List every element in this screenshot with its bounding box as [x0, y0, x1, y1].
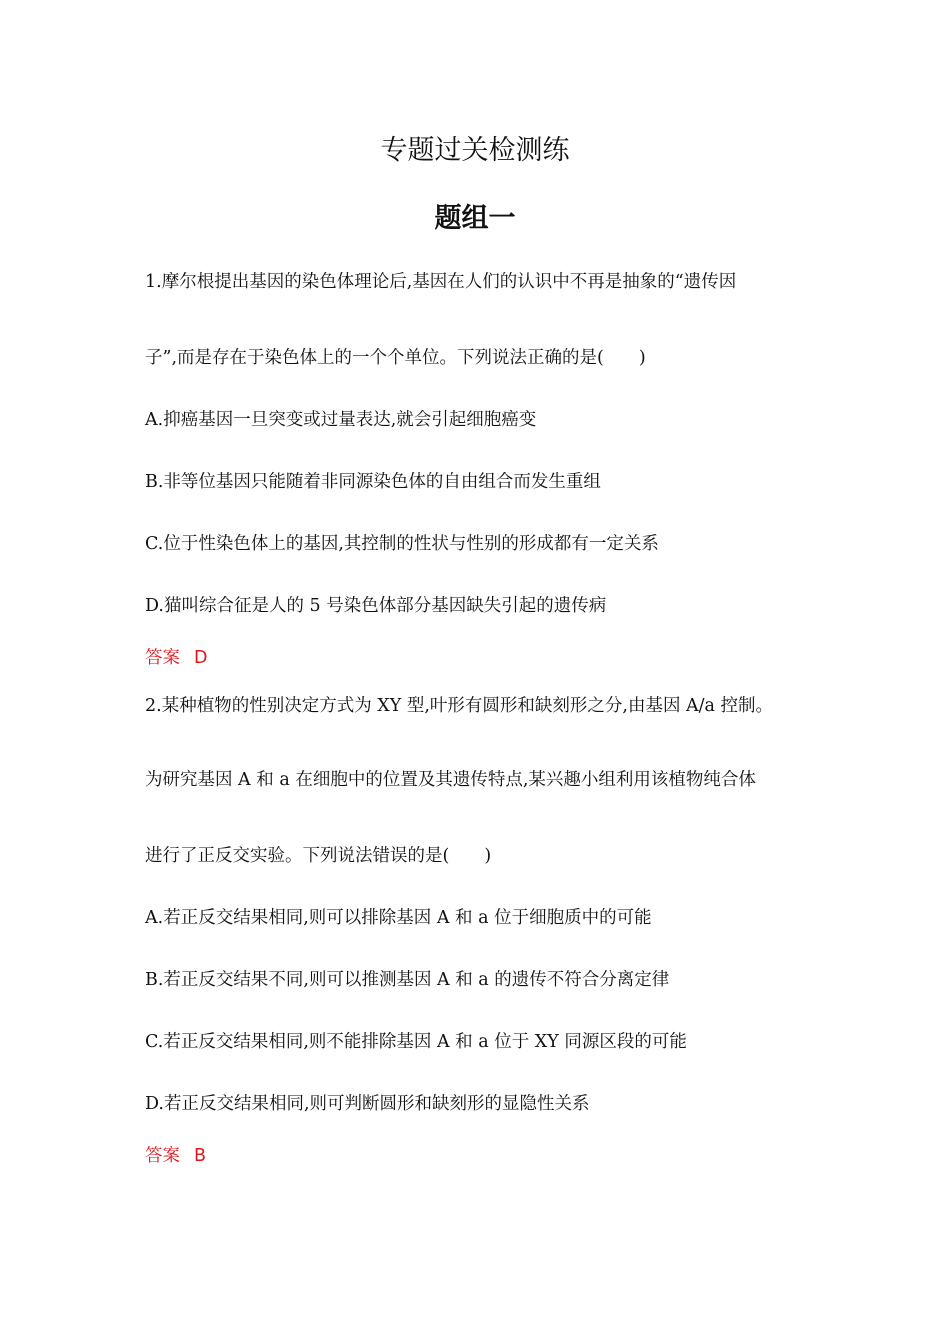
- q1-option-b: B.非等位基因只能随着非同源染色体的自由组合而发生重组: [145, 472, 601, 492]
- q2-answer: [145, 1148, 206, 1166]
- answer-value: D: [194, 648, 208, 668]
- answer-label: 答案: [145, 648, 180, 668]
- section-title: 题组一: [434, 203, 516, 234]
- q1-stem-line-1: 1.摩尔根提出基因的染色体理论后,基因在人们的认识中不再是抽象的“遗传因: [145, 272, 737, 292]
- q2-stem-line-3: 进行了正反交实验。下列说法错误的是( ): [145, 846, 492, 866]
- q1-option-a: A.抑癌基因一旦突变或过量表达,就会引起细胞癌变: [145, 410, 537, 430]
- answer-label: 答案: [145, 1146, 180, 1166]
- q1-option-c: C.位于性染色体上的基因,其控制的性状与性别的形成都有一定关系: [145, 534, 659, 554]
- page-title: 专题过关检测练: [380, 135, 570, 166]
- q1-option-d: D.猫叫综合征是人的 5 号染色体部分基因缺失引起的遗传病: [145, 596, 607, 616]
- q1-answer: [145, 650, 207, 668]
- q2-stem-line-2: 为研究基因 A 和 a 在细胞中的位置及其遗传特点,某兴趣小组利用该植物纯合体: [145, 770, 756, 790]
- q2-option-a: A.若正反交结果相同,则可以排除基因 A 和 a 位于细胞质中的可能: [145, 908, 652, 928]
- q2-option-d: D.若正反交结果相同,则可判断圆形和缺刻形的显隐性关系: [145, 1094, 590, 1114]
- q2-option-c: C.若正反交结果相同,则不能排除基因 A 和 a 位于 XY 同源区段的可能: [145, 1032, 687, 1052]
- q2-option-b: B.若正反交结果不同,则可以推测基因 A 和 a 的遗传不符合分离定律: [145, 970, 670, 990]
- answer-value: B: [194, 1146, 207, 1166]
- q1-stem-line-2: 子”,而是存在于染色体上的一个个单位。下列说法正确的是( ): [145, 348, 646, 368]
- q2-stem-line-1: 2.某种植物的性别决定方式为 XY 型,叶形有圆形和缺刻形之分,由基因 A/a 控制。: [145, 696, 774, 716]
